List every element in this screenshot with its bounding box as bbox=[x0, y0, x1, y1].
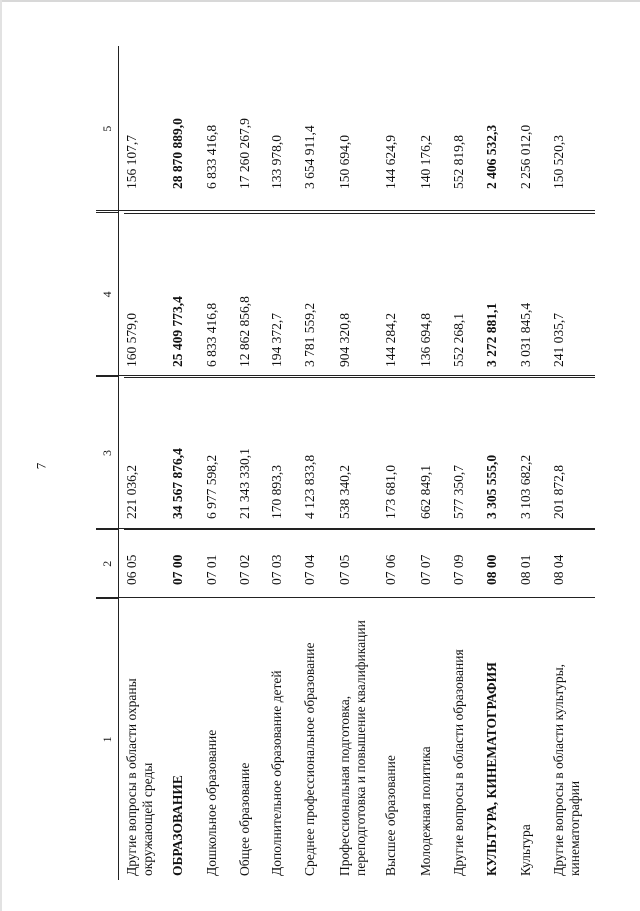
table-cell: 08 00 bbox=[484, 530, 518, 598]
header-cell-1: 1 bbox=[100, 736, 114, 743]
table-cell: 904 320,8 bbox=[337, 214, 383, 378]
row-label: Среднее профессиональное образование bbox=[302, 642, 317, 876]
scan-edge-top bbox=[0, 0, 640, 2]
table-cell: 34 567 876,4 bbox=[170, 378, 204, 530]
table-cell: 144 624,9 bbox=[383, 48, 418, 214]
table-cell: 577 350,7 bbox=[451, 378, 484, 530]
table-cell: 194 372,7 bbox=[269, 214, 302, 378]
column-separator bbox=[96, 375, 595, 376]
row-label: ОБРАЗОВАНИЕ bbox=[170, 775, 185, 876]
table-cell: 136 694,8 bbox=[418, 214, 451, 378]
table-cell: 07 03 bbox=[269, 530, 302, 598]
row-label: Другие вопросы в области культуры, кинематографии bbox=[551, 663, 582, 876]
table-cell: 160 579,0 bbox=[124, 214, 170, 378]
table-row bbox=[484, 46, 518, 880]
table-cell: 07 06 bbox=[383, 530, 418, 598]
header-cell-4: 4 bbox=[96, 213, 118, 378]
table-row bbox=[337, 46, 383, 880]
table-cell: 538 340,2 bbox=[337, 378, 383, 530]
table-row bbox=[269, 46, 302, 880]
header-cell-5: 5 bbox=[96, 46, 118, 213]
table-cell: 150 694,0 bbox=[337, 48, 383, 214]
row-label: КУЛЬТУРА, КИНЕМАТОГРАФИЯ bbox=[484, 662, 499, 876]
table-cell: 25 409 773,4 bbox=[170, 214, 204, 378]
header-cell-3: 3 bbox=[96, 377, 118, 530]
column-separator bbox=[96, 597, 595, 598]
table-row bbox=[451, 46, 484, 880]
table-cell: 173 681,0 bbox=[383, 378, 418, 530]
table-cell: 07 01 bbox=[204, 530, 237, 598]
table-cell: 221 036,2 bbox=[124, 378, 170, 530]
table-cell: 3 781 559,2 bbox=[302, 214, 337, 378]
table-cell: 07 07 bbox=[418, 530, 451, 598]
row-label: Дошкольное образование bbox=[204, 729, 219, 876]
table-cell: 201 872,8 bbox=[551, 378, 595, 530]
row-label: Профессиональная подготовка, переподготовка и повышение квалификации bbox=[337, 620, 368, 876]
header-cell-2: 2 bbox=[96, 530, 118, 599]
table-cell: 4 123 833,8 bbox=[302, 378, 337, 530]
table-cell: 6 833 416,8 bbox=[204, 214, 237, 378]
table-cell: 2 406 532,3 bbox=[484, 48, 518, 214]
table-header bbox=[96, 46, 119, 880]
table-cell: 2 256 012,0 bbox=[518, 48, 551, 214]
table-cell: 6 977 598,2 bbox=[204, 378, 237, 530]
table-cell: 3 305 555,0 bbox=[484, 378, 518, 530]
table-row bbox=[237, 46, 269, 880]
table-cell: 06 05 bbox=[124, 530, 170, 598]
table-row bbox=[170, 46, 204, 880]
table-cell: 552 268,1 bbox=[451, 214, 484, 378]
row-label: Молодежная политика bbox=[418, 746, 433, 876]
table-row bbox=[302, 46, 337, 880]
row-label: Общее образование bbox=[237, 762, 252, 876]
table-cell: 156 107,7 bbox=[124, 48, 170, 214]
row-label: Высшее образование bbox=[383, 755, 398, 876]
table-cell: 241 035,7 bbox=[551, 214, 595, 378]
table-cell: 07 05 bbox=[337, 530, 383, 598]
table-cell: 07 04 bbox=[302, 530, 337, 598]
table-cell: 12 862 856,8 bbox=[237, 214, 269, 378]
scan-edge-left bbox=[0, 0, 2, 911]
table-cell: 6 833 416,8 bbox=[204, 48, 237, 214]
table-row bbox=[418, 46, 451, 880]
table-row bbox=[204, 46, 237, 880]
rotated-table bbox=[96, 46, 621, 880]
table-cell: 3 103 682,2 bbox=[518, 378, 551, 530]
table-row bbox=[124, 46, 170, 880]
table-cell: 133 978,0 bbox=[269, 48, 302, 214]
table-cell: 144 284,2 bbox=[383, 214, 418, 378]
table-cell: 08 01 bbox=[518, 530, 551, 598]
table-cell: 28 870 889,0 bbox=[170, 48, 204, 214]
table-cell: 07 00 bbox=[170, 530, 204, 598]
table-cell: 150 520,3 bbox=[551, 48, 595, 214]
table-cell: 170 893,3 bbox=[269, 378, 302, 530]
table-cell: 3 031 845,4 bbox=[518, 214, 551, 378]
row-label: Другие вопросы в области охраны окружающей среды bbox=[124, 678, 155, 876]
table-cell: 3 654 911,4 bbox=[302, 48, 337, 214]
table-cell: 07 02 bbox=[237, 530, 269, 598]
row-label: Культура bbox=[518, 824, 533, 876]
table-row bbox=[383, 46, 418, 880]
column-separator bbox=[96, 210, 595, 211]
row-label: Другие вопросы в области образования bbox=[451, 649, 466, 876]
table-row bbox=[551, 46, 595, 880]
page-number: 7 bbox=[33, 462, 49, 470]
table-cell: 662 849,1 bbox=[418, 378, 451, 530]
table-row bbox=[518, 46, 551, 880]
row-label: Дополнительное образование детей bbox=[269, 670, 284, 876]
table-cell: 07 09 bbox=[451, 530, 484, 598]
table-cell: 17 260 267,9 bbox=[237, 48, 269, 214]
table-cell: 08 04 bbox=[551, 530, 595, 598]
table-cell: 140 176,2 bbox=[418, 48, 451, 214]
table-cell: 552 819,8 bbox=[451, 48, 484, 214]
table-cell: 3 272 881,1 bbox=[484, 214, 518, 378]
table-cell: 21 343 330,1 bbox=[237, 378, 269, 530]
column-separator bbox=[96, 528, 595, 529]
